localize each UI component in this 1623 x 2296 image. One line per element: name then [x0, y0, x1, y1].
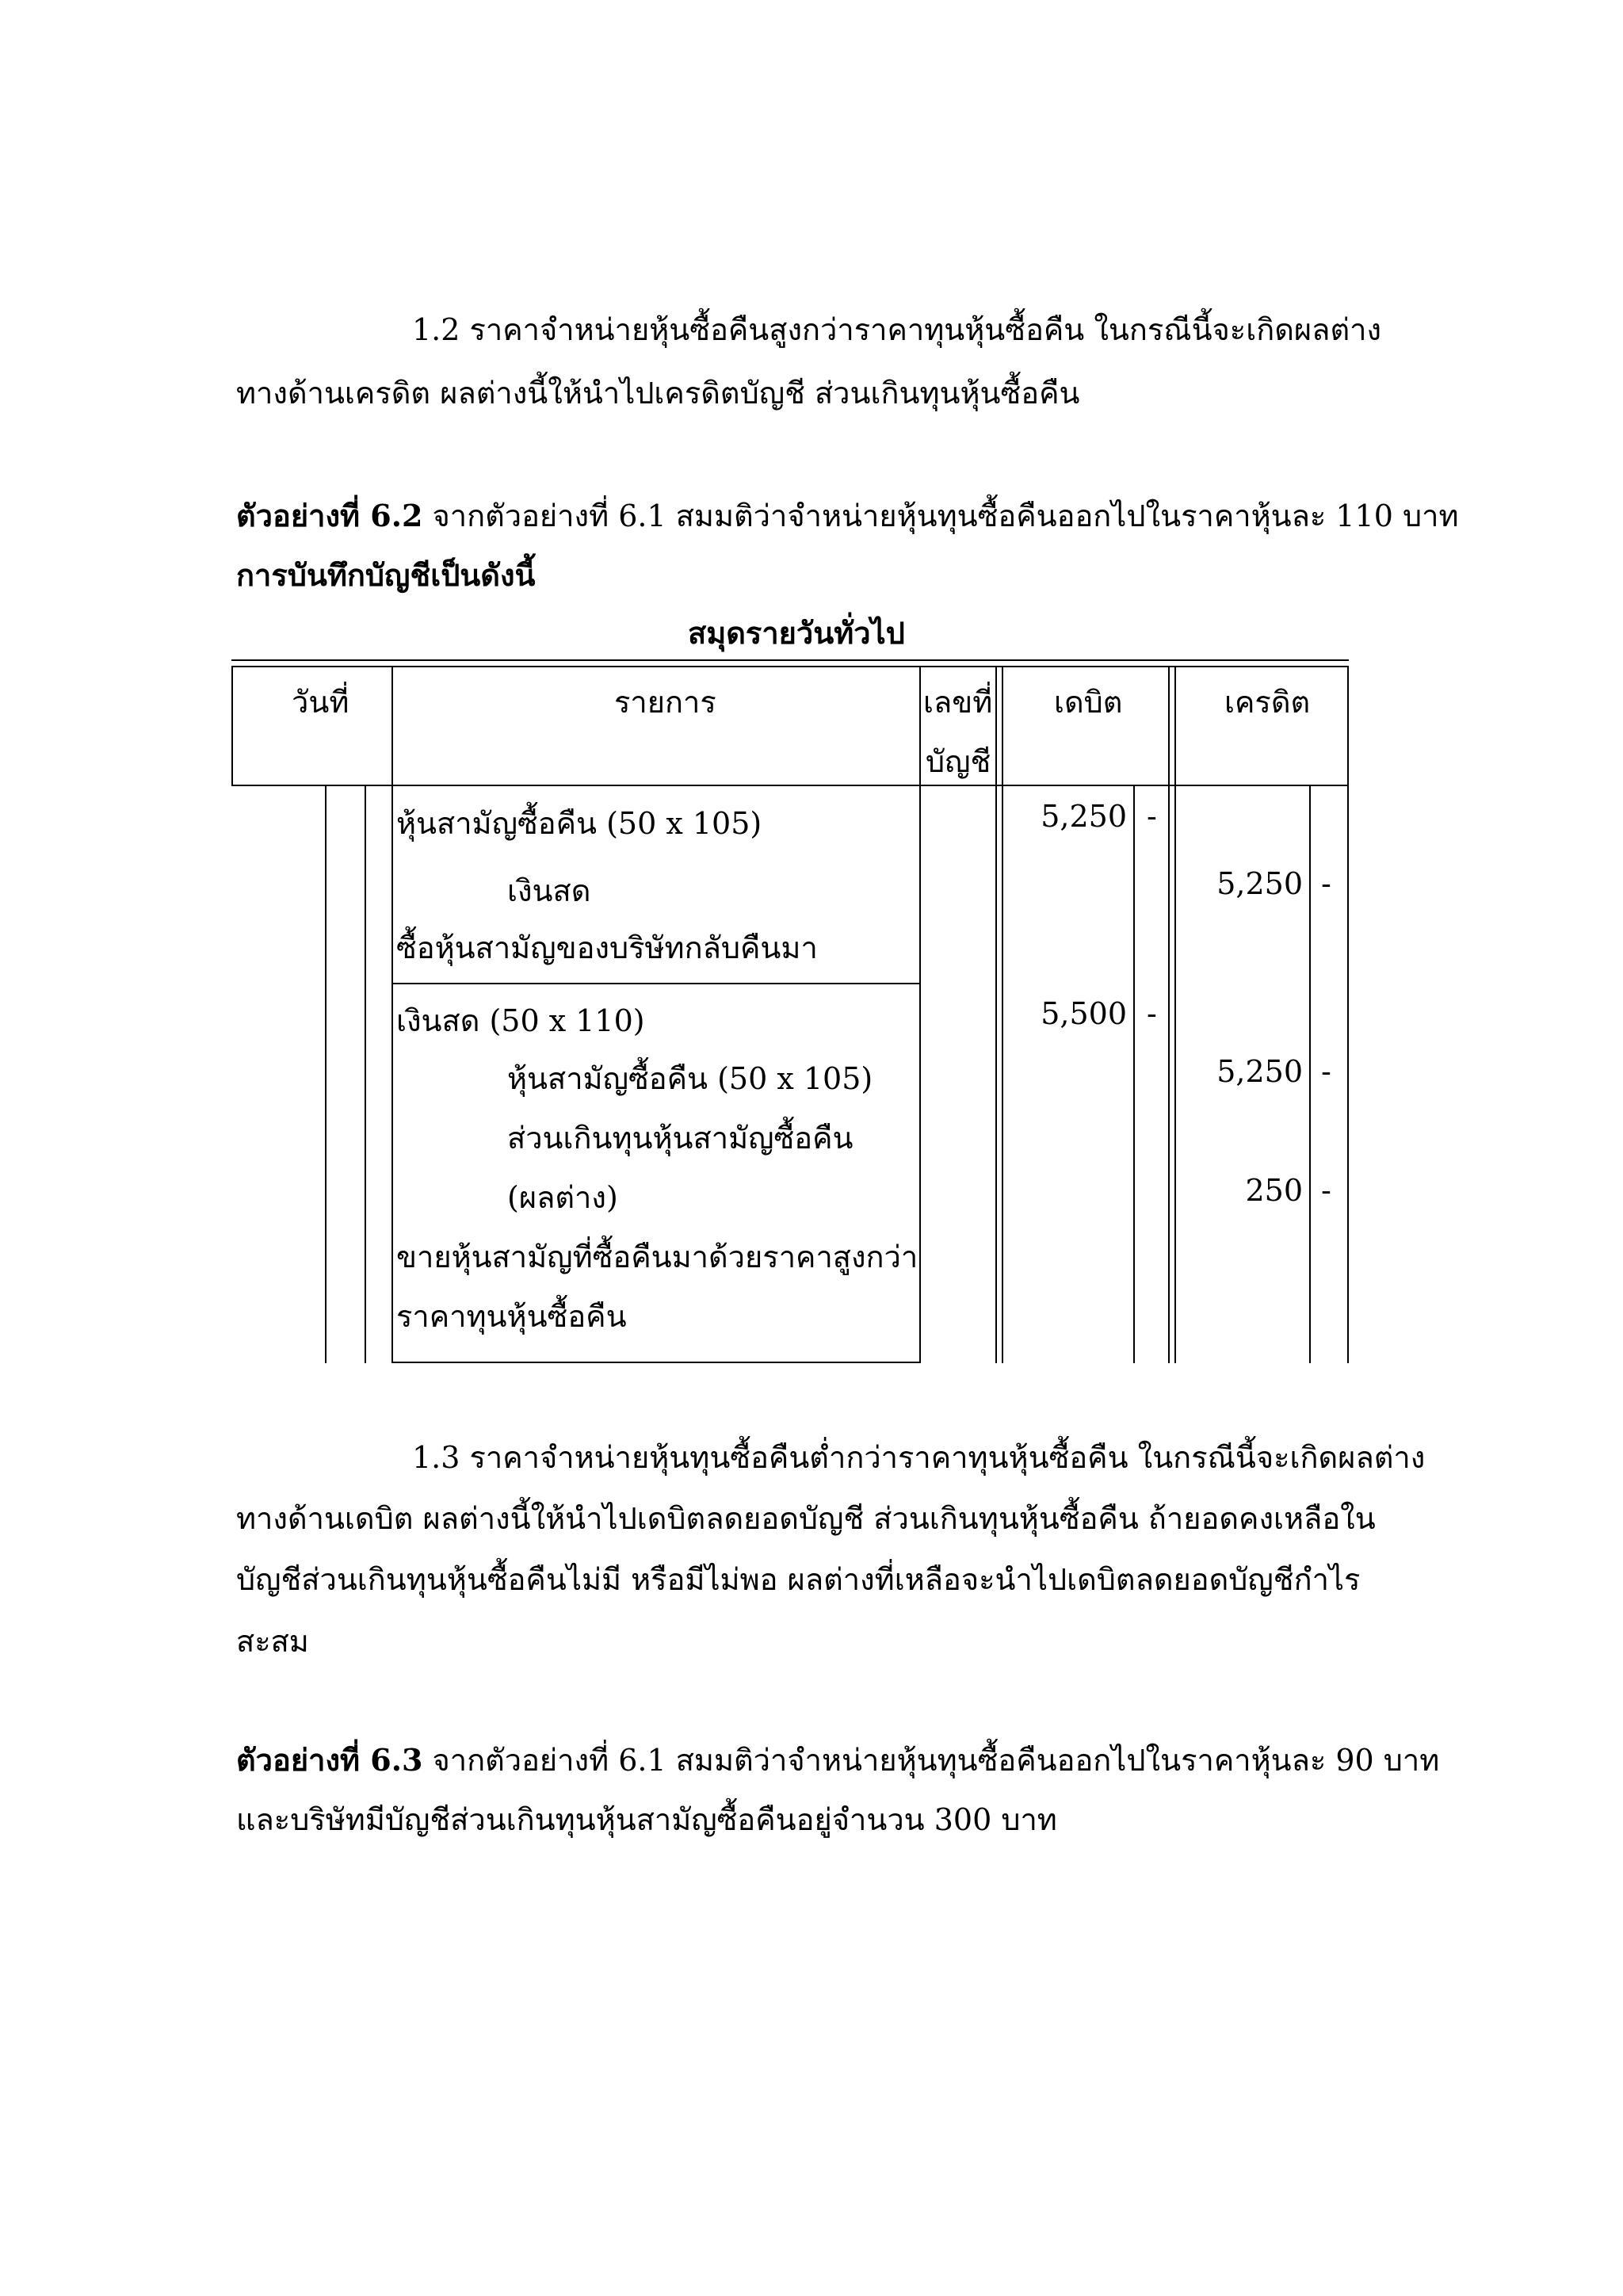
header-credit: เครดิต	[1224, 685, 1311, 720]
example-6-2-subheading: การบันทึกบัญชีเป็นดังนี้	[236, 557, 536, 593]
entry-2-explanation-line-2: ราคาทุนหุ้นซื้อคืน	[396, 1299, 627, 1334]
entry-2-credit-account-1: หุ้นสามัญซื้อคืน (50 x 105)	[507, 1061, 873, 1096]
example-6-3-paragraph	[236, 1736, 1439, 1784]
header-account-no-line-2: บัญชี	[926, 744, 991, 779]
example-6-3-line-2: และบริษัทมีบัญชีส่วนเกินทุนหุ้นสามัญซื้อคืนอยู่จำนวน 300 บาท	[236, 1802, 1057, 1837]
entry-1-debit-account: หุ้นสามัญซื้อคืน (50 x 105)	[396, 806, 762, 841]
journal-title: สมุดรายวันทั่วไป	[688, 615, 905, 651]
example-6-2-label: ตัวอย่างที่ 6.2	[236, 498, 423, 533]
entry-1-credit-account: เงินสด	[507, 873, 591, 908]
entry-1-debit-satang: -	[1147, 799, 1157, 834]
entry-2-credit-amount-1: 5,250	[1216, 1054, 1303, 1089]
entry-2-explanation-line-1: ขายหุ้นสามัญที่ซื้อคืนมาด้วยราคาสูงกว่า	[396, 1240, 918, 1274]
example-6-3-label: ตัวอย่างที่ 6.3	[236, 1742, 423, 1778]
entry-1-credit-satang: -	[1321, 866, 1331, 901]
header-date: วันที่	[292, 685, 349, 720]
section-1-2-line-1: 1.2 ราคาจำหน่ายหุ้นซื้อคืนสูงกว่าราคาทุนหุ้นซื้อคืน ในกรณีนี้จะเกิดผลต่าง	[412, 312, 1382, 347]
entry-1-debit-amount: 5,250	[1041, 799, 1127, 834]
entry-2-credit-satang-1: -	[1321, 1054, 1331, 1089]
section-1-2-line-2: ทางด้านเครดิต ผลต่างนี้ให้นำไปเครดิตบัญชี ส่วนเกินทุนหุ้นซื้อคืน	[236, 376, 1080, 411]
entry-2-credit-amount-2: 250	[1245, 1173, 1303, 1208]
example-6-3-text: จากตัวอย่างที่ 6.1 สมมติว่าจำหน่ายหุ้นทุนซื้อคืนออกไปในราคาหุ้นละ 90 บาท	[422, 1743, 1440, 1778]
entry-2-credit-account-2: ส่วนเกินทุนหุ้นสามัญซื้อคืน	[507, 1121, 854, 1156]
section-1-3-line-1: 1.3 ราคาจำหน่ายหุ้นทุนซื้อคืนต่ำกว่าราคาทุนหุ้นซื้อคืน ในกรณีนี้จะเกิดผลต่าง	[412, 1440, 1426, 1475]
entry-2-credit-account-2-note: (ผลต่าง)	[507, 1180, 618, 1215]
section-1-3-line-3: บัญชีส่วนเกินทุนหุ้นซื้อคืนไม่มี หรือมีไม่พอ ผลต่างที่เหลือจะนำไปเดบิตลดยอดบัญชีกำไร	[236, 1562, 1361, 1597]
header-description: รายการ	[614, 685, 716, 720]
entry-2-debit-account: เงินสด (50 x 110)	[396, 1003, 645, 1038]
section-1-3-line-4: สะสม	[236, 1624, 309, 1659]
section-1-3-line-2: ทางด้านเดบิต ผลต่างนี้ให้นำไปเดบิตลดยอดบัญชี ส่วนเกินทุนหุ้นซื้อคืน ถ้ายอดคงเหลือใน	[236, 1501, 1376, 1536]
entry-2-debit-amount: 5,500	[1041, 996, 1127, 1031]
header-debit: เดบิต	[1054, 685, 1123, 720]
entry-2-credit-satang-2: -	[1321, 1173, 1331, 1208]
entry-1-explanation: ซื้อหุ้นสามัญของบริษัทกลับคืนมา	[396, 930, 818, 965]
entry-2-debit-satang: -	[1147, 996, 1157, 1031]
header-account-no-line-1: เลขที่	[923, 685, 993, 720]
entry-1-credit-amount: 5,250	[1216, 866, 1303, 901]
example-6-2-text: จากตัวอย่างที่ 6.1 สมมติว่าจำหน่ายหุ้นทุนซื้อคืนออกไปในราคาหุ้นละ 110 บาท	[422, 499, 1459, 533]
example-6-2-paragraph	[236, 491, 1459, 540]
